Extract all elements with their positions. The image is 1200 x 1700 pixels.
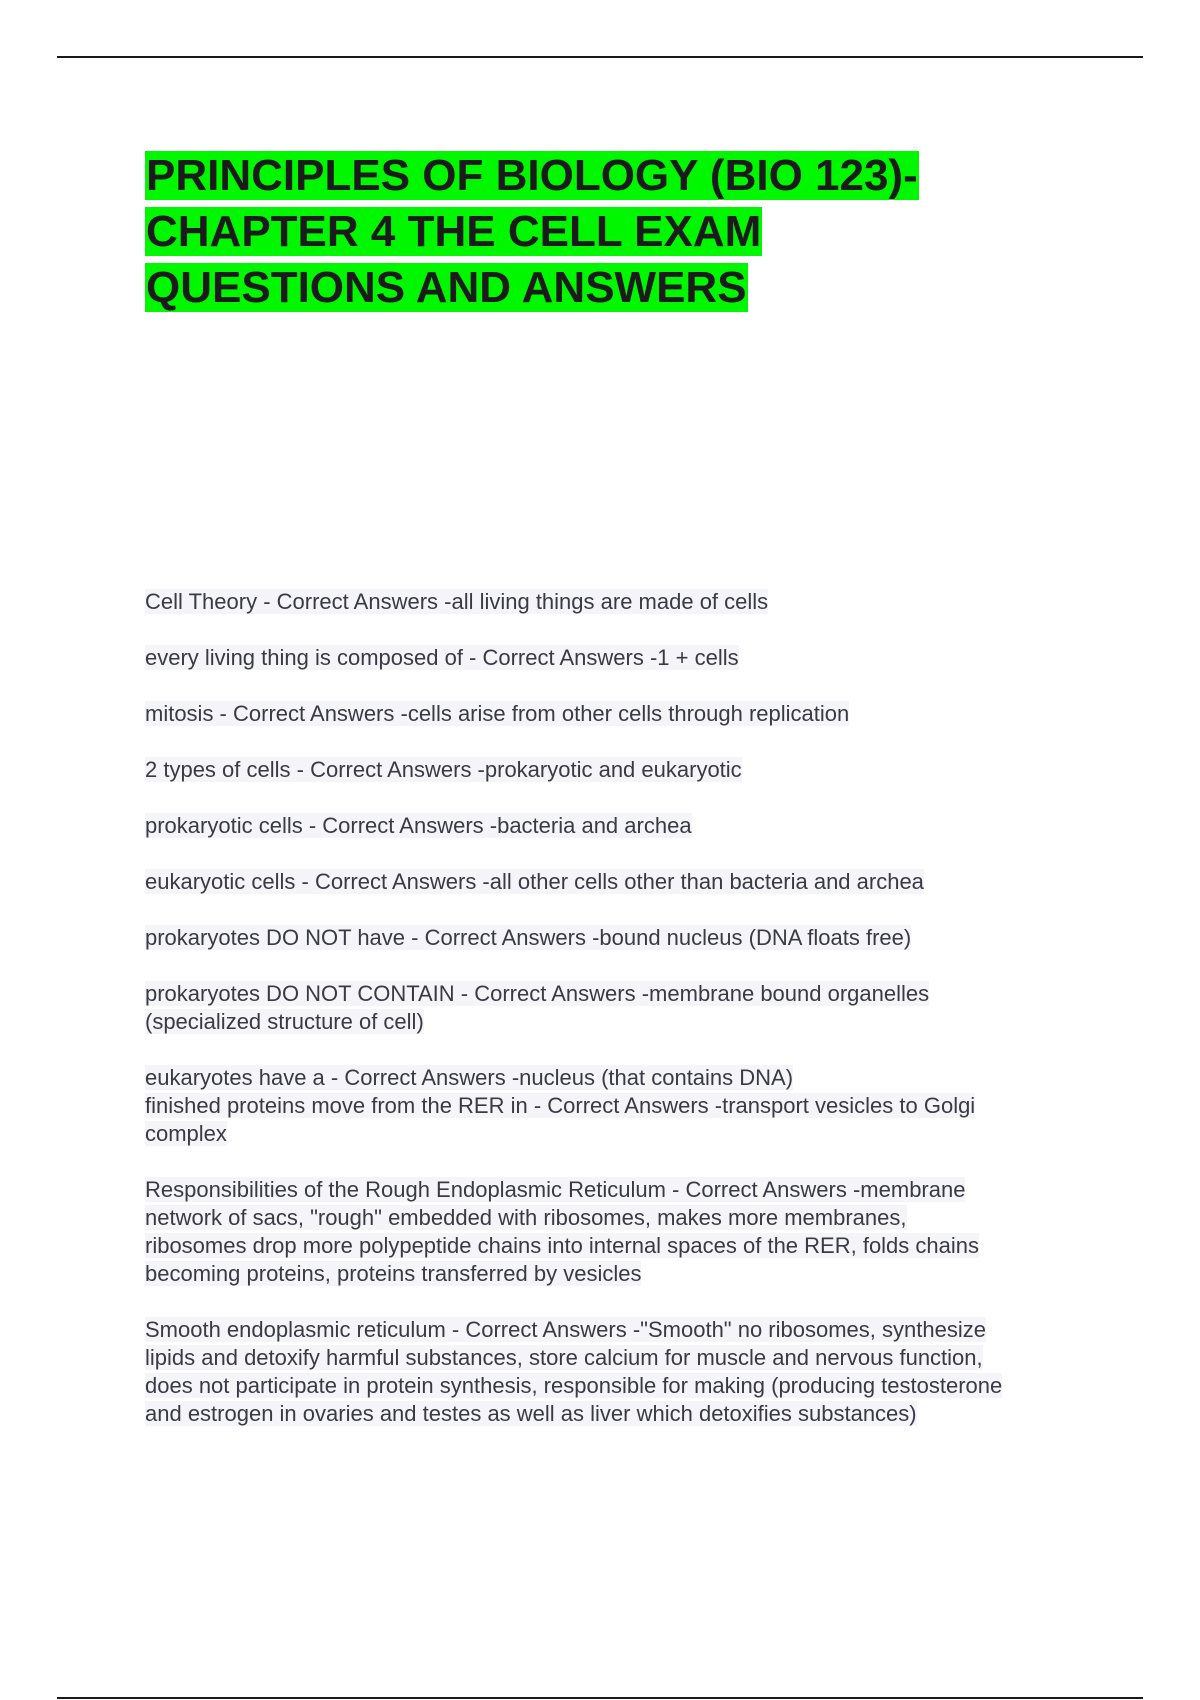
qa-line: complex [145,1121,227,1146]
qa-item [145,812,1095,840]
qa-line: Smooth endoplasmic reticulum - Correct Answers -"Smooth" no ribosomes, synthesize [145,1317,986,1342]
qa-line: eukaryotic cells - Correct Answers -all other cells other than bacteria and archea [145,869,924,894]
qa-item [145,1064,1095,1148]
qa-item [145,644,1095,672]
qa-list [145,588,1095,1456]
title-line: PRINCIPLES OF BIOLOGY (BIO 123)- [146,151,918,200]
qa-line: does not participate in protein synthesis, responsible for making (producing testosterone [145,1373,1003,1398]
qa-item [145,1316,1095,1428]
qa-line: prokaryotic cells - Correct Answers -bacteria and archea [145,813,692,838]
qa-line: prokaryotes DO NOT CONTAIN - Correct Answers -membrane bound organelles [145,981,930,1006]
title-line: CHAPTER 4 THE CELL EXAM [146,207,762,256]
qa-line: (specialized structure of cell) [145,1009,424,1034]
bottom-rule [57,1697,1143,1699]
qa-item [145,700,1095,728]
qa-line: 2 types of cells - Correct Answers -prokaryotic and eukaryotic [145,757,742,782]
qa-line: every living thing is composed of - Correct Answers -1 + cells [145,645,739,670]
qa-line: prokaryotes DO NOT have - Correct Answers -bound nucleus (DNA floats free) [145,925,912,950]
qa-line: Responsibilities of the Rough Endoplasmic Reticulum - Correct Answers -membrane [145,1177,966,1202]
qa-item [145,588,1095,616]
qa-item [145,756,1095,784]
qa-line: finished proteins move from the RER in - Correct Answers -transport vesicles to Golgi [145,1093,976,1118]
qa-item [145,1176,1095,1288]
qa-item [145,980,1095,1036]
qa-item [145,868,1095,896]
qa-line: mitosis - Correct Answers -cells arise from other cells through replication [145,701,850,726]
title-line: QUESTIONS AND ANSWERS [146,263,747,312]
qa-line: lipids and detoxify harmful substances, store calcium for muscle and nervous function, [145,1345,983,1370]
qa-item [145,924,1095,952]
qa-line: eukaryotes have a - Correct Answers -nucleus (that contains DNA) [145,1065,794,1090]
qa-line: and estrogen in ovaries and testes as well as liver which detoxifies substances) [145,1401,917,1426]
qa-line: Cell Theory - Correct Answers -all living things are made of cells [145,589,769,614]
document-title [145,148,1045,316]
top-rule [57,56,1143,58]
qa-line: network of sacs, "rough" embedded with ribosomes, makes more membranes, [145,1205,907,1230]
qa-line: becoming proteins, proteins transferred by vesicles [145,1261,642,1286]
qa-line: ribosomes drop more polypeptide chains into internal spaces of the RER, folds chains [145,1233,980,1258]
